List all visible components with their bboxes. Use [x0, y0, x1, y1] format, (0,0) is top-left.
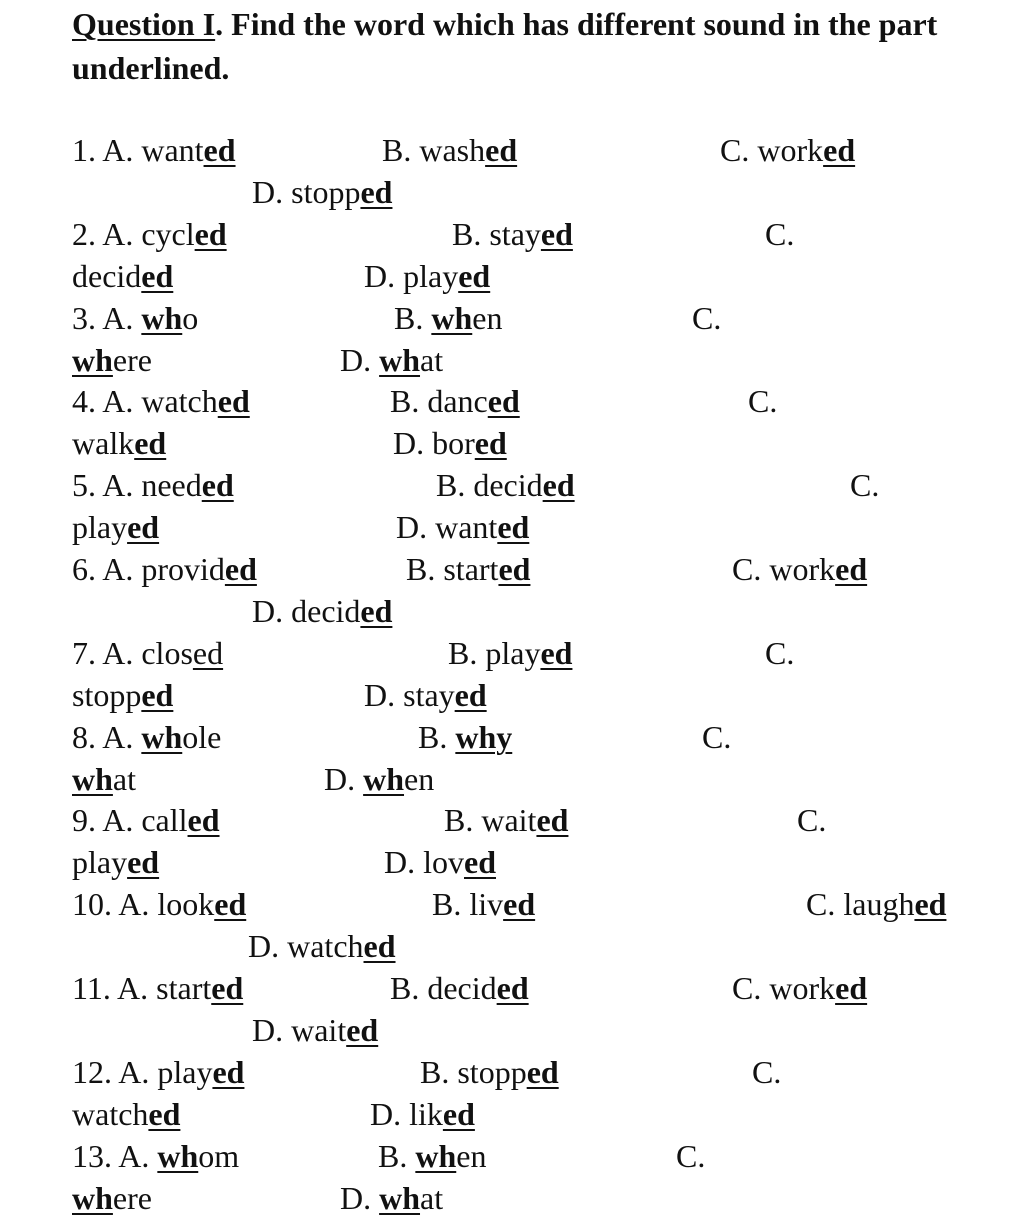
option-text: D. decid: [252, 592, 361, 629]
underlined-part: ed: [217, 383, 250, 420]
option-text: 9. A. call: [72, 802, 188, 839]
underlined-part: wh: [141, 718, 183, 755]
question-3-line-1-part-3: [692, 298, 721, 338]
underlined-part: wh: [379, 341, 421, 378]
underlined-part: ed: [203, 132, 236, 168]
underlined-part: ed: [536, 802, 569, 839]
underlined-part: ed: [141, 676, 174, 713]
question-6-line-1-part-2: [406, 549, 530, 589]
option-text: 12. A. play: [72, 1053, 213, 1090]
question-9-line-1-part-1: [72, 800, 220, 840]
option-text: play: [72, 844, 128, 881]
option-suffix: o: [182, 299, 199, 336]
question-11-line-1-part-2: [390, 968, 529, 1008]
option-text: D. want: [396, 509, 498, 546]
option-text: B.: [418, 718, 456, 755]
question-13-line-2-part-2: [340, 1178, 443, 1218]
question-5-line-1-part-3: [850, 465, 879, 505]
question-6-line-2-part-1: [252, 591, 392, 631]
underlined-part: ed: [474, 425, 507, 462]
option-text: D. play: [364, 257, 459, 294]
question-3-line-1-part-2: [394, 298, 502, 338]
question-12-line-2-part-2: [370, 1094, 475, 1134]
option-suffix: at: [112, 760, 136, 797]
question-7-line-2-part-2: [364, 675, 487, 715]
question-5-line-2-part-2: [396, 507, 529, 547]
underlined-part: ed: [540, 634, 573, 671]
question-10-line-1-part-1: [72, 884, 246, 924]
underlined-part: ed: [134, 425, 167, 462]
question-1-line-1-part-2: [382, 130, 517, 170]
underlined-part: ed: [485, 132, 518, 168]
option-text: D.: [340, 341, 380, 378]
underlined-part: ed: [498, 551, 531, 587]
question-1-line-1-part-3: [720, 130, 855, 170]
underlined-part: ed: [194, 215, 227, 252]
option-text: B. stopp: [420, 1053, 527, 1090]
option-text: 11. A. start: [72, 970, 212, 1006]
option-text: C. work: [732, 551, 836, 587]
underlined-part: ed: [496, 970, 529, 1006]
question-7-line-1-part-2: [448, 633, 572, 673]
question-9-line-1-part-3: [797, 800, 826, 840]
underlined-part: ed: [192, 634, 224, 671]
underlined-part: wh: [141, 299, 183, 336]
question-4-line-1-part-1: [72, 381, 250, 421]
question-12-line-1-part-1: [72, 1052, 244, 1092]
underlined-part: ed: [835, 551, 868, 587]
underlined-part: wh: [431, 299, 473, 336]
underlined-part: ed: [464, 844, 496, 881]
underlined-part: ed: [212, 1053, 245, 1090]
option-text: 3. A.: [72, 299, 142, 336]
underlined-part: ed: [823, 132, 856, 168]
option-text: B. decid: [390, 970, 497, 1006]
underlined-part: ed: [363, 928, 396, 965]
underlined-part: ed: [542, 467, 575, 504]
option-text: watch: [72, 1095, 149, 1132]
option-text: C.: [765, 215, 795, 252]
underlined-part: ed: [148, 1095, 181, 1132]
question-1-line-1-part-1: [72, 130, 236, 170]
option-text: B. liv: [432, 886, 504, 923]
option-text: stopp: [72, 676, 142, 713]
option-text: 10. A. look: [72, 886, 215, 923]
question-1-line-2-part-1: [252, 172, 392, 212]
question-7-line-1-part-3: [765, 633, 794, 673]
option-text: B. start: [406, 551, 499, 587]
question-8-line-1-part-1: [72, 717, 221, 757]
option-text: D. lik: [370, 1095, 443, 1132]
option-text: D. watch: [248, 928, 364, 965]
question-13-line-1-part-3: [676, 1136, 705, 1176]
option-text: C. work: [732, 970, 836, 1006]
underlined-part: ed: [442, 1095, 475, 1132]
underlined-part: wh: [72, 1179, 113, 1216]
underlined-part: ed: [526, 1053, 559, 1090]
underlined-part: wh: [379, 1179, 421, 1216]
question-12-line-1-part-2: [420, 1052, 559, 1092]
underlined-part: wh: [72, 341, 113, 378]
option-text: B. wash: [382, 132, 486, 168]
underlined-part: why: [455, 718, 513, 755]
question-9-line-2-part-1: [72, 842, 159, 882]
question-9-line-2-part-2: [384, 842, 496, 882]
question-6-line-1-part-3: [732, 549, 867, 589]
question-10-line-1-part-3: [806, 884, 946, 924]
question-instruction: . Find the word which has different sound in the part underlined.: [72, 6, 938, 86]
option-text: C.: [797, 802, 827, 839]
option-text: D. wait: [252, 1011, 347, 1048]
underlined-part: wh: [415, 1137, 457, 1174]
option-text: B.: [394, 299, 432, 336]
question-4-line-2-part-2: [393, 423, 507, 463]
option-text: 4. A. watch: [72, 383, 218, 420]
question-3-line-1-part-1: [72, 298, 198, 338]
option-text: C. laugh: [806, 886, 915, 923]
option-text: C.: [692, 299, 722, 336]
option-text: C.: [676, 1137, 706, 1174]
option-suffix: en: [456, 1137, 487, 1174]
option-text: B.: [378, 1137, 416, 1174]
question-13-line-1-part-2: [378, 1136, 486, 1176]
question-12-line-1-part-3: [752, 1052, 781, 1092]
option-suffix: ole: [182, 718, 222, 755]
underlined-part: ed: [835, 970, 868, 1006]
option-text: B. stay: [452, 215, 541, 252]
question-label: Question I: [72, 6, 216, 42]
underlined-part: ed: [487, 383, 520, 420]
question-5-line-2-part-1: [72, 507, 159, 547]
option-text: D. stay: [364, 676, 455, 713]
option-text: C. work: [720, 132, 824, 168]
option-text: C.: [765, 634, 795, 671]
option-text: B. wait: [444, 802, 537, 839]
question-11-line-2-part-1: [252, 1010, 378, 1050]
underlined-part: ed: [211, 970, 244, 1006]
question-4-line-2-part-1: [72, 423, 166, 463]
question-11-line-1-part-3: [732, 968, 867, 1008]
option-text: C.: [748, 383, 778, 420]
underlined-part: ed: [224, 551, 257, 587]
option-text: C.: [702, 718, 732, 755]
question-8-line-2-part-2: [324, 759, 434, 799]
option-text: C.: [752, 1053, 782, 1090]
question-8-line-1-part-3: [702, 717, 731, 757]
question-13-line-1-part-1: [72, 1136, 239, 1176]
option-text: D. lov: [384, 844, 464, 881]
question-2-line-1-part-2: [452, 214, 573, 254]
underlined-part: ed: [503, 886, 536, 923]
question-11-line-1-part-1: [72, 968, 243, 1008]
underlined-part: ed: [497, 509, 530, 546]
option-text: D.: [340, 1179, 380, 1216]
underlined-part: ed: [127, 509, 160, 546]
question-2-line-2-part-2: [364, 256, 490, 296]
underlined-part: ed: [201, 467, 234, 504]
underlined-part: ed: [346, 1011, 379, 1048]
option-suffix: en: [404, 760, 435, 797]
option-text: D. bor: [393, 425, 475, 462]
question-8-line-2-part-1: [72, 759, 136, 799]
question-2-line-1-part-1: [72, 214, 227, 254]
option-text: B. decid: [436, 467, 543, 504]
option-text: D. stopp: [252, 173, 361, 210]
question-5-line-1-part-1: [72, 465, 234, 505]
question-10-line-1-part-2: [432, 884, 535, 924]
underlined-part: ed: [360, 592, 393, 629]
underlined-part: ed: [141, 257, 174, 294]
question-5-line-1-part-2: [436, 465, 575, 505]
option-text: play: [72, 509, 128, 546]
question-7-line-2-part-1: [72, 675, 173, 715]
question-7-line-1-part-1: [72, 633, 223, 673]
option-text: 13. A.: [72, 1137, 158, 1174]
underlined-part: ed: [914, 886, 947, 923]
underlined-part: wh: [157, 1137, 199, 1174]
underlined-part: ed: [454, 676, 487, 713]
question-6-line-1-part-1: [72, 549, 257, 589]
option-suffix: om: [198, 1137, 240, 1174]
question-2-line-1-part-3: [765, 214, 794, 254]
underlined-part: wh: [72, 760, 113, 797]
option-suffix: en: [472, 299, 503, 336]
option-text: 7. A. clos: [72, 634, 193, 671]
underlined-part: ed: [214, 886, 247, 923]
underlined-part: ed: [127, 844, 160, 881]
option-text: C.: [850, 467, 880, 504]
question-4-line-1-part-3: [748, 381, 777, 421]
option-text: B. danc: [390, 383, 488, 420]
option-text: 8. A.: [72, 718, 142, 755]
option-text: walk: [72, 425, 135, 462]
option-text: D.: [324, 760, 364, 797]
underlined-part: ed: [360, 173, 393, 210]
option-text: 1. A. want: [72, 132, 204, 168]
option-text: 6. A. provid: [72, 551, 225, 587]
question-2-line-2-part-1: [72, 256, 173, 296]
question-8-line-1-part-2: [418, 717, 512, 757]
question-9-line-1-part-2: [444, 800, 568, 840]
underlined-part: wh: [363, 760, 405, 797]
option-suffix: at: [420, 341, 444, 378]
underlined-part: ed: [540, 215, 573, 252]
underlined-part: ed: [458, 257, 491, 294]
question-3-line-2-part-1: [72, 340, 152, 380]
question-10-line-2-part-1: [248, 926, 396, 966]
question-3-line-2-part-2: [340, 340, 443, 380]
question-heading: [72, 2, 972, 90]
option-text: B. play: [448, 634, 541, 671]
option-text: 5. A. need: [72, 467, 202, 504]
question-12-line-2-part-1: [72, 1094, 180, 1134]
underlined-part: ed: [187, 802, 220, 839]
question-13-line-2-part-1: [72, 1178, 152, 1218]
question-4-line-1-part-2: [390, 381, 520, 421]
option-text: decid: [72, 257, 142, 294]
option-suffix: ere: [112, 341, 152, 378]
option-text: 2. A. cycl: [72, 215, 195, 252]
option-suffix: ere: [112, 1179, 152, 1216]
option-suffix: at: [420, 1179, 444, 1216]
